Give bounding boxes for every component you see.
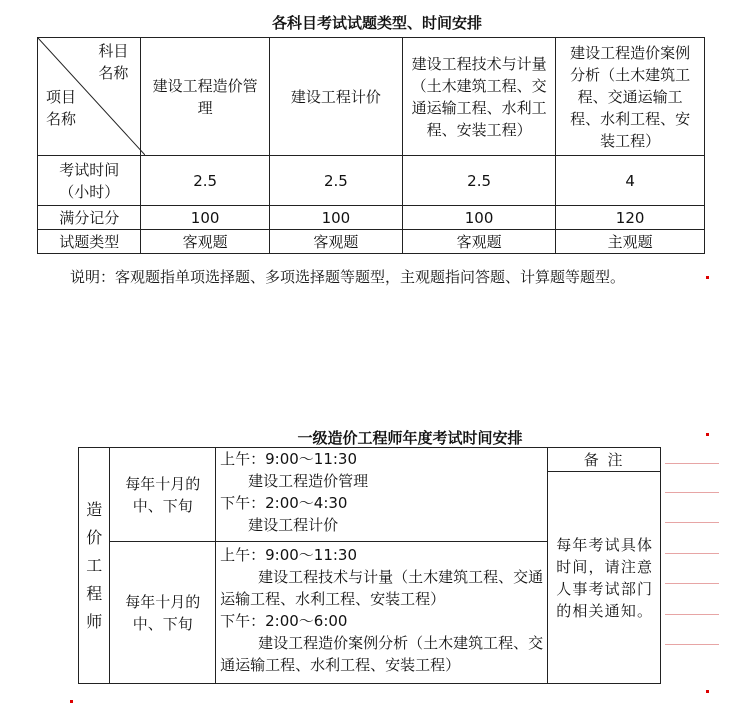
role-char: 价 [86, 527, 103, 547]
corner-item-label: 名称 [46, 110, 77, 128]
table-row [38, 206, 705, 230]
corner-subject-label: 名称 [98, 64, 129, 82]
session-cell [216, 448, 548, 542]
pm-subject: 建设工程造价案例分析（土木建筑工程、交通运输工程、水利工程、安装工程） [220, 634, 544, 674]
annual-exam-schedule-table [78, 447, 661, 684]
full-score: 120 [556, 206, 705, 230]
editor-mark [706, 276, 709, 279]
question-type: 客观题 [269, 230, 402, 254]
editor-mark [70, 700, 73, 703]
remark-text: 每年考试具体时间，请注意人事考试部门的相关通知。 [548, 472, 661, 684]
am-subject: 建设工程造价管理 [248, 472, 369, 490]
editor-mark [706, 690, 709, 693]
am-time: 上午：9:00～11:30 [220, 450, 358, 468]
remark-header: 备 注 [548, 448, 661, 472]
pm-time: 下午：2:00～4:30 [220, 494, 348, 512]
pm-subject: 建设工程计价 [248, 516, 339, 534]
exam-hours: 2.5 [141, 156, 269, 206]
exam-hours: 4 [556, 156, 705, 206]
role-char: 工 [86, 555, 103, 575]
role-char: 师 [86, 611, 103, 631]
full-score: 100 [269, 206, 402, 230]
pm-time: 下午：2:00～6:00 [220, 612, 348, 630]
full-score: 100 [402, 206, 555, 230]
question-type: 主观题 [556, 230, 705, 254]
subject-header: 建设工程技术与计量（土木建筑工程、交通运输工程、水利工程、安装工程） [402, 38, 555, 156]
role-char: 造 [86, 499, 103, 519]
am-time: 上午：9:00～11:30 [220, 546, 358, 564]
editor-guide-line [665, 553, 719, 554]
period-cell: 每年十月的中、下旬 [110, 542, 216, 684]
table-row [38, 230, 705, 254]
question-type: 客观题 [141, 230, 269, 254]
editor-mark [706, 433, 709, 436]
question-type: 客观题 [402, 230, 555, 254]
diagonal-header-cell [38, 38, 141, 156]
exam-hours: 2.5 [402, 156, 555, 206]
row-label: 考试时间（小时） [38, 156, 141, 206]
exam-hours: 2.5 [269, 156, 402, 206]
row-label: 试题类型 [38, 230, 141, 254]
table2-title: 一级造价工程师年度考试时间安排 [297, 429, 523, 447]
editor-guide-line [665, 614, 719, 615]
full-score: 100 [141, 206, 269, 230]
subject-schedule-table [37, 37, 705, 254]
subject-header: 建设工程造价管理 [141, 38, 269, 156]
corner-subject-label: 科目 [98, 42, 129, 60]
am-subject: 建设工程技术与计量（土木建筑工程、交通运输工程、水利工程、安装工程） [220, 568, 544, 608]
table1-note: 说明：客观题指单项选择题、多项选择题等题型，主观题指问答题、计算题等题型。 [70, 268, 626, 286]
role-char: 程 [86, 583, 103, 603]
session-cell [216, 542, 548, 684]
editor-guide-line [665, 644, 719, 645]
row-label: 满分记分 [38, 206, 141, 230]
corner-item-label: 项目 [46, 88, 77, 106]
editor-guide-line [665, 463, 719, 464]
subject-header: 建设工程计价 [269, 38, 402, 156]
editor-guide-line [665, 522, 719, 523]
editor-guide-line [665, 583, 719, 584]
editor-guide-line [665, 492, 719, 493]
subject-header: 建设工程造价案例分析（土木建筑工程、交通运输工程、水利工程、安装工程） [556, 38, 705, 156]
table-row [38, 156, 705, 206]
role-cell [79, 448, 110, 684]
period-cell: 每年十月的中、下旬 [110, 448, 216, 542]
table1-title: 各科目考试试题类型、时间安排 [271, 14, 482, 32]
